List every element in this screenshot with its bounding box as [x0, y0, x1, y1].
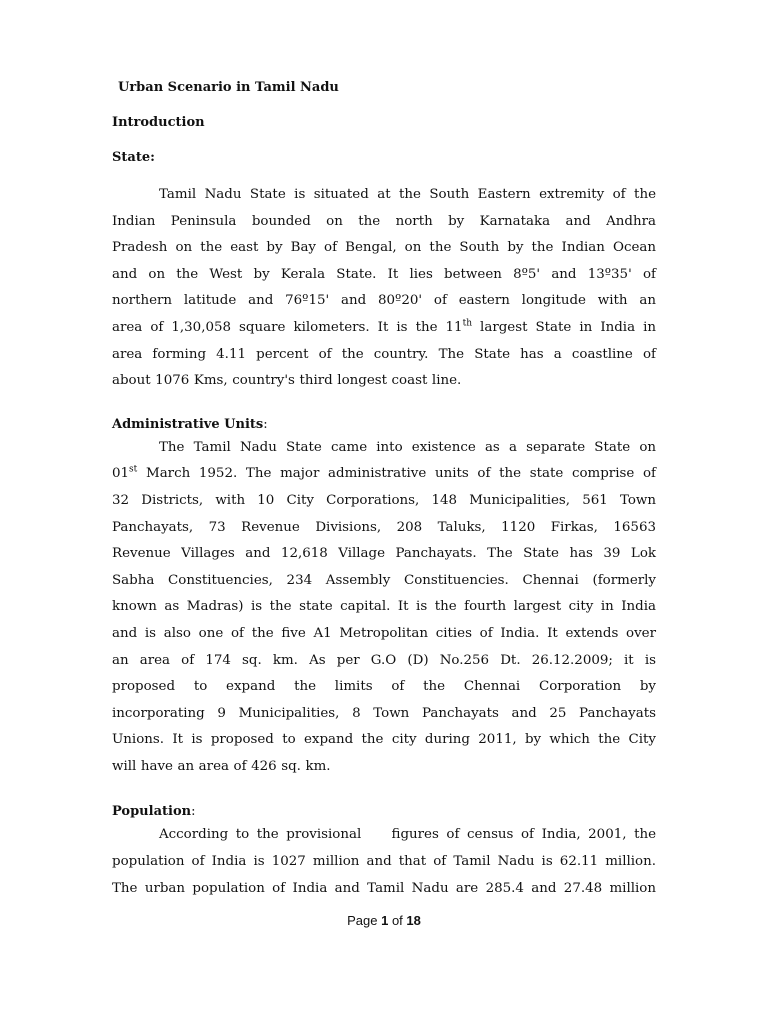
admin-line: proposed to expand the limits of the Chennai Corporation by — [112, 679, 656, 695]
admin-line: incorporating 9 Municipalities, 8 Town Panchayats and 25 Panchayats — [112, 705, 656, 721]
population-heading: Population: — [112, 804, 196, 820]
page-of-label: of — [388, 913, 407, 928]
admin-line: The Tamil Nadu State came into existence as a separate State on — [159, 439, 656, 455]
population-line: population of India is 1027 million and that of Tamil Nadu is 62.11 million. — [112, 854, 656, 870]
page-label: Page — [347, 913, 382, 928]
admin-line: Unions. It is proposed to expand the city during 2011, by which the City — [112, 732, 656, 748]
state-line: Pradesh on the east by Bay of Bengal, on the South by the Indian Ocean — [112, 240, 656, 256]
document-body — [112, 78, 656, 902]
state-line: Indian Peninsula bounded on the north by Karnataka and Andhra — [112, 213, 656, 229]
state-line: Tamil Nadu State is situated at the South Eastern extremity of the — [159, 187, 656, 202]
state-heading: State: — [112, 150, 155, 165]
population-paragraph — [112, 822, 656, 902]
document-title: Urban Scenario in Tamil Nadu — [118, 80, 339, 95]
state-line: area of 1,30,058 square kilometers. It is the 11th largest State in India in — [112, 318, 657, 335]
ordinal-superscript: st — [129, 464, 138, 475]
admin-line: 32 Districts, with 10 City Corporations, 148 Municipalities, 561 Town — [112, 492, 656, 508]
admin-line: Sabha Constituencies, 234 Assembly Constituencies. Chennai (formerly — [112, 572, 656, 588]
state-line: and on the West by Kerala State. It lies between 8º5' and 13º35' of — [112, 266, 656, 282]
page-footer — [0, 913, 768, 928]
admin-line: 01st March 1952. The major administrative units of the state comprise of — [112, 464, 656, 482]
population-line: According to the provisional figures of census of India, 2001, the — [159, 827, 656, 843]
admin-line: an area of 174 sq. km. As per G.O (D) No.256 Dt. 26.12.2009; it is — [112, 652, 656, 668]
ordinal-superscript: th — [462, 318, 473, 329]
population-line: The urban population of India and Tamil Nadu are 285.4 and 27.48 million — [112, 880, 656, 896]
admin-line: Panchayats, 73 Revenue Divisions, 208 Taluks, 1120 Firkas, 16563 — [112, 519, 656, 535]
introduction-heading: Introduction — [112, 115, 205, 130]
total-page-count: 18 — [406, 913, 421, 928]
state-line: northern latitude and 76º15' and 80º20' of eastern longitude with an — [112, 293, 656, 309]
state-line: about 1076 Kms, country's third longest coast line. — [112, 373, 462, 389]
admin-line: Revenue Villages and 12,618 Village Panchayats. The State has 39 Lok — [112, 546, 656, 562]
admin-line: will have an area of 426 sq. km. — [112, 758, 331, 774]
current-page-number: 1 — [381, 913, 389, 928]
state-paragraph — [112, 182, 656, 395]
admin-line: and is also one of the five A1 Metropolitan cities of India. It extends over — [112, 625, 656, 641]
administrative-units-heading: Administrative Units: — [112, 416, 268, 432]
state-line: area forming 4.11 percent of the country. The State has a coastline of — [112, 346, 656, 362]
admin-line: known as Madras) is the state capital. It is the fourth largest city in India — [112, 599, 656, 615]
administrative-paragraph — [112, 435, 656, 781]
